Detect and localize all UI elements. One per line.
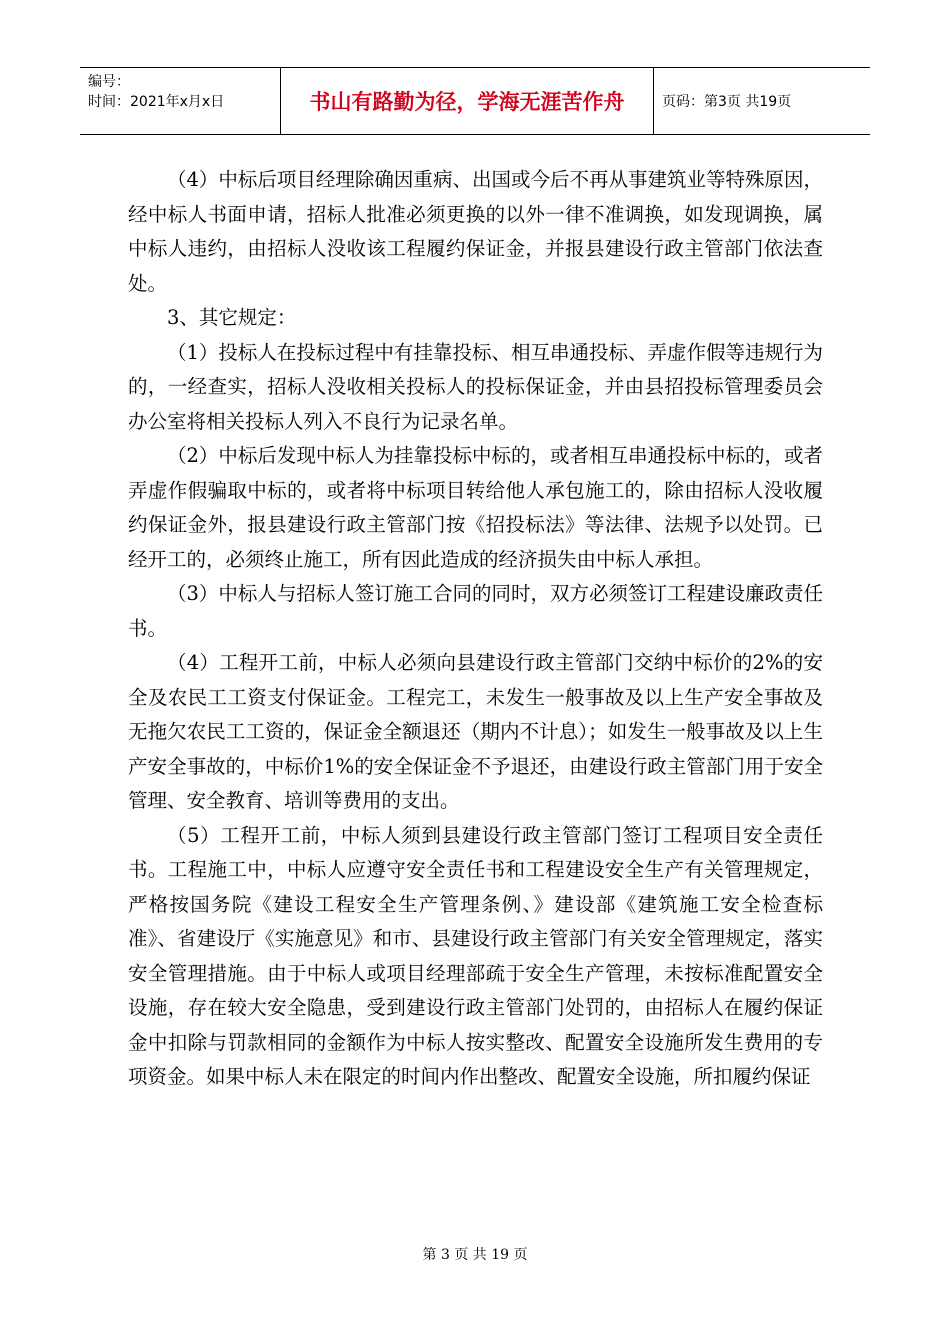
page-footer: 第 3 页 共 19 页: [422, 1247, 528, 1263]
paragraph: （5）工程开工前，中标人须到县建设行政主管部门签订工程项目安全责任书。工程施工中，中标人应遵守安全责任书和工程建设安全生产有关管理规定，严格按国务院《建设工程安全生产管理条例、》建设部《建筑施工安全检查标准》、省建设厅《实施意见》和市、县建设行政主管部门有关安全管理规定，落实安全管理措施。由于中标人或项目经理部疏于安全生产管理，未按标准配置安全设施，存在较大安全隐患，受到建设行政主管部门处罚的，由招标人在履约保证金中扣除与罚款相同的金额作为中标人按实整改、配置安全设施所发生费用的专项资金。如果中标人未在限定的时间内作出整改、配置安全设施，所扣履约保证: [128, 823, 823, 1088]
page-header: [80, 67, 870, 135]
header-motto: 书山有路勤为径，学海无涯苦作舟: [281, 68, 654, 134]
paragraph: （3）中标人与招标人签订施工合同的同时，双方必须签订工程建设廉政责任书。: [128, 582, 823, 640]
date-label: 时间：2021年x月x日: [88, 94, 225, 110]
paragraph: （1）投标人在投标过程中有挂靠投标、相互串通投标、弄虚作假等违规行为的，一经查实，招标人没收相关投标人的投标保证金，并由县招投标管理委员会办公室将相关投标人列入不良行为记录名单。: [128, 340, 823, 433]
paragraph: （4）中标后项目经理除确因重病、出国或今后不再从事建筑业等特殊原因，经中标人书面申请，招标人批准必须更换的以外一律不准调换，如发现调换，属中标人违约，由招标人没收该工程履约保证金，并报县建设行政主管部门依法查处。: [128, 168, 823, 295]
section-heading: 3、其它规定：: [167, 306, 297, 329]
header-page-info: 页码：第3页 共19页: [662, 94, 792, 110]
paragraph: （4）工程开工前，中标人必须向县建设行政主管部门交纳中标价的2%的安全及农民工工资支付保证金。工程完工，未发生一般事故及以上生产安全事故及无拖欠农民工工资的，保证金全额退还（期内不计息）；如发生一般事故及以上生产安全事故的，中标价1%的安全保证金不予退还，由建设行政主管部门用于安全管理、安全教育、培训等费用的支出。: [128, 651, 823, 812]
document-body: [128, 163, 823, 1095]
paragraph: （2）中标后发现中标人为挂靠投标中标的，或者相互串通投标中标的，或者弄虚作假骗取中标的，或者将中标项目转给他人承包施工的，除由招标人没收履约保证金外，报县建设行政主管部门按《招投标法》等法律、法规予以处罚。已经开工的，必须终止施工，所有因此造成的经济损失由中标人承担。: [128, 444, 823, 571]
number-label: 编号：: [88, 74, 130, 90]
header-meta: [80, 68, 281, 134]
